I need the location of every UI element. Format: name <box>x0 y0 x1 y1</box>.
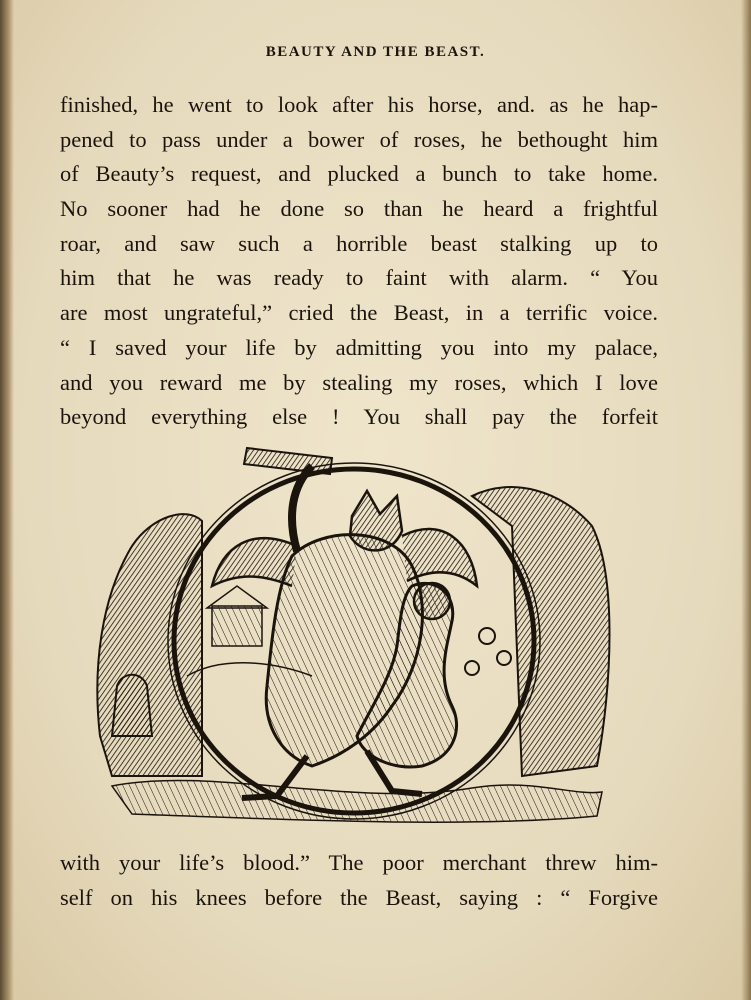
page-binding-shadow <box>0 0 14 1000</box>
text-line: roar, and saw such a horrible beast stalking up to <box>60 230 658 256</box>
text-line: are most ungrateful,” cried the Beast, in a terrific voice. <box>60 300 658 326</box>
text-line: “ I saved your life by admitting you into my palace, <box>60 334 658 360</box>
rose <box>479 628 495 644</box>
beast-wing-right <box>402 529 477 586</box>
rose <box>497 651 511 665</box>
page-edge-shadow <box>741 0 751 1000</box>
paragraph-bottom <box>60 846 658 915</box>
club <box>244 448 332 474</box>
woodcut-illustration <box>92 436 616 832</box>
rose <box>465 661 479 675</box>
text-line: beyond everything else ! You shall pay the forfeit <box>60 404 658 430</box>
text-line: pened to pass under a bower of roses, he bethought him <box>60 126 658 152</box>
ground <box>112 780 602 822</box>
paragraph-top <box>60 88 658 435</box>
text-line: No sooner had he done so than he heard a frightful <box>60 196 658 222</box>
text-line: with your life’s blood.” The poor merchant threw him- <box>60 850 658 875</box>
text-line: him that he was ready to faint with alarm. “ You <box>60 265 658 291</box>
text-line: self on his knees before the Beast, saying : “ Forgive <box>60 884 658 910</box>
running-head: BEAUTY AND THE BEAST. <box>265 44 486 60</box>
beast-wing-left <box>212 538 297 586</box>
beast-head <box>350 491 402 550</box>
text-line: of Beauty’s request, and plucked a bunch to take home. <box>60 161 658 187</box>
text-line: finished, he went to look after his horse, and. as he hap- <box>60 92 658 117</box>
seated-figure <box>112 675 152 736</box>
house <box>212 606 262 646</box>
text-line: and you reward me by stealing my roses, which I love <box>60 369 658 395</box>
